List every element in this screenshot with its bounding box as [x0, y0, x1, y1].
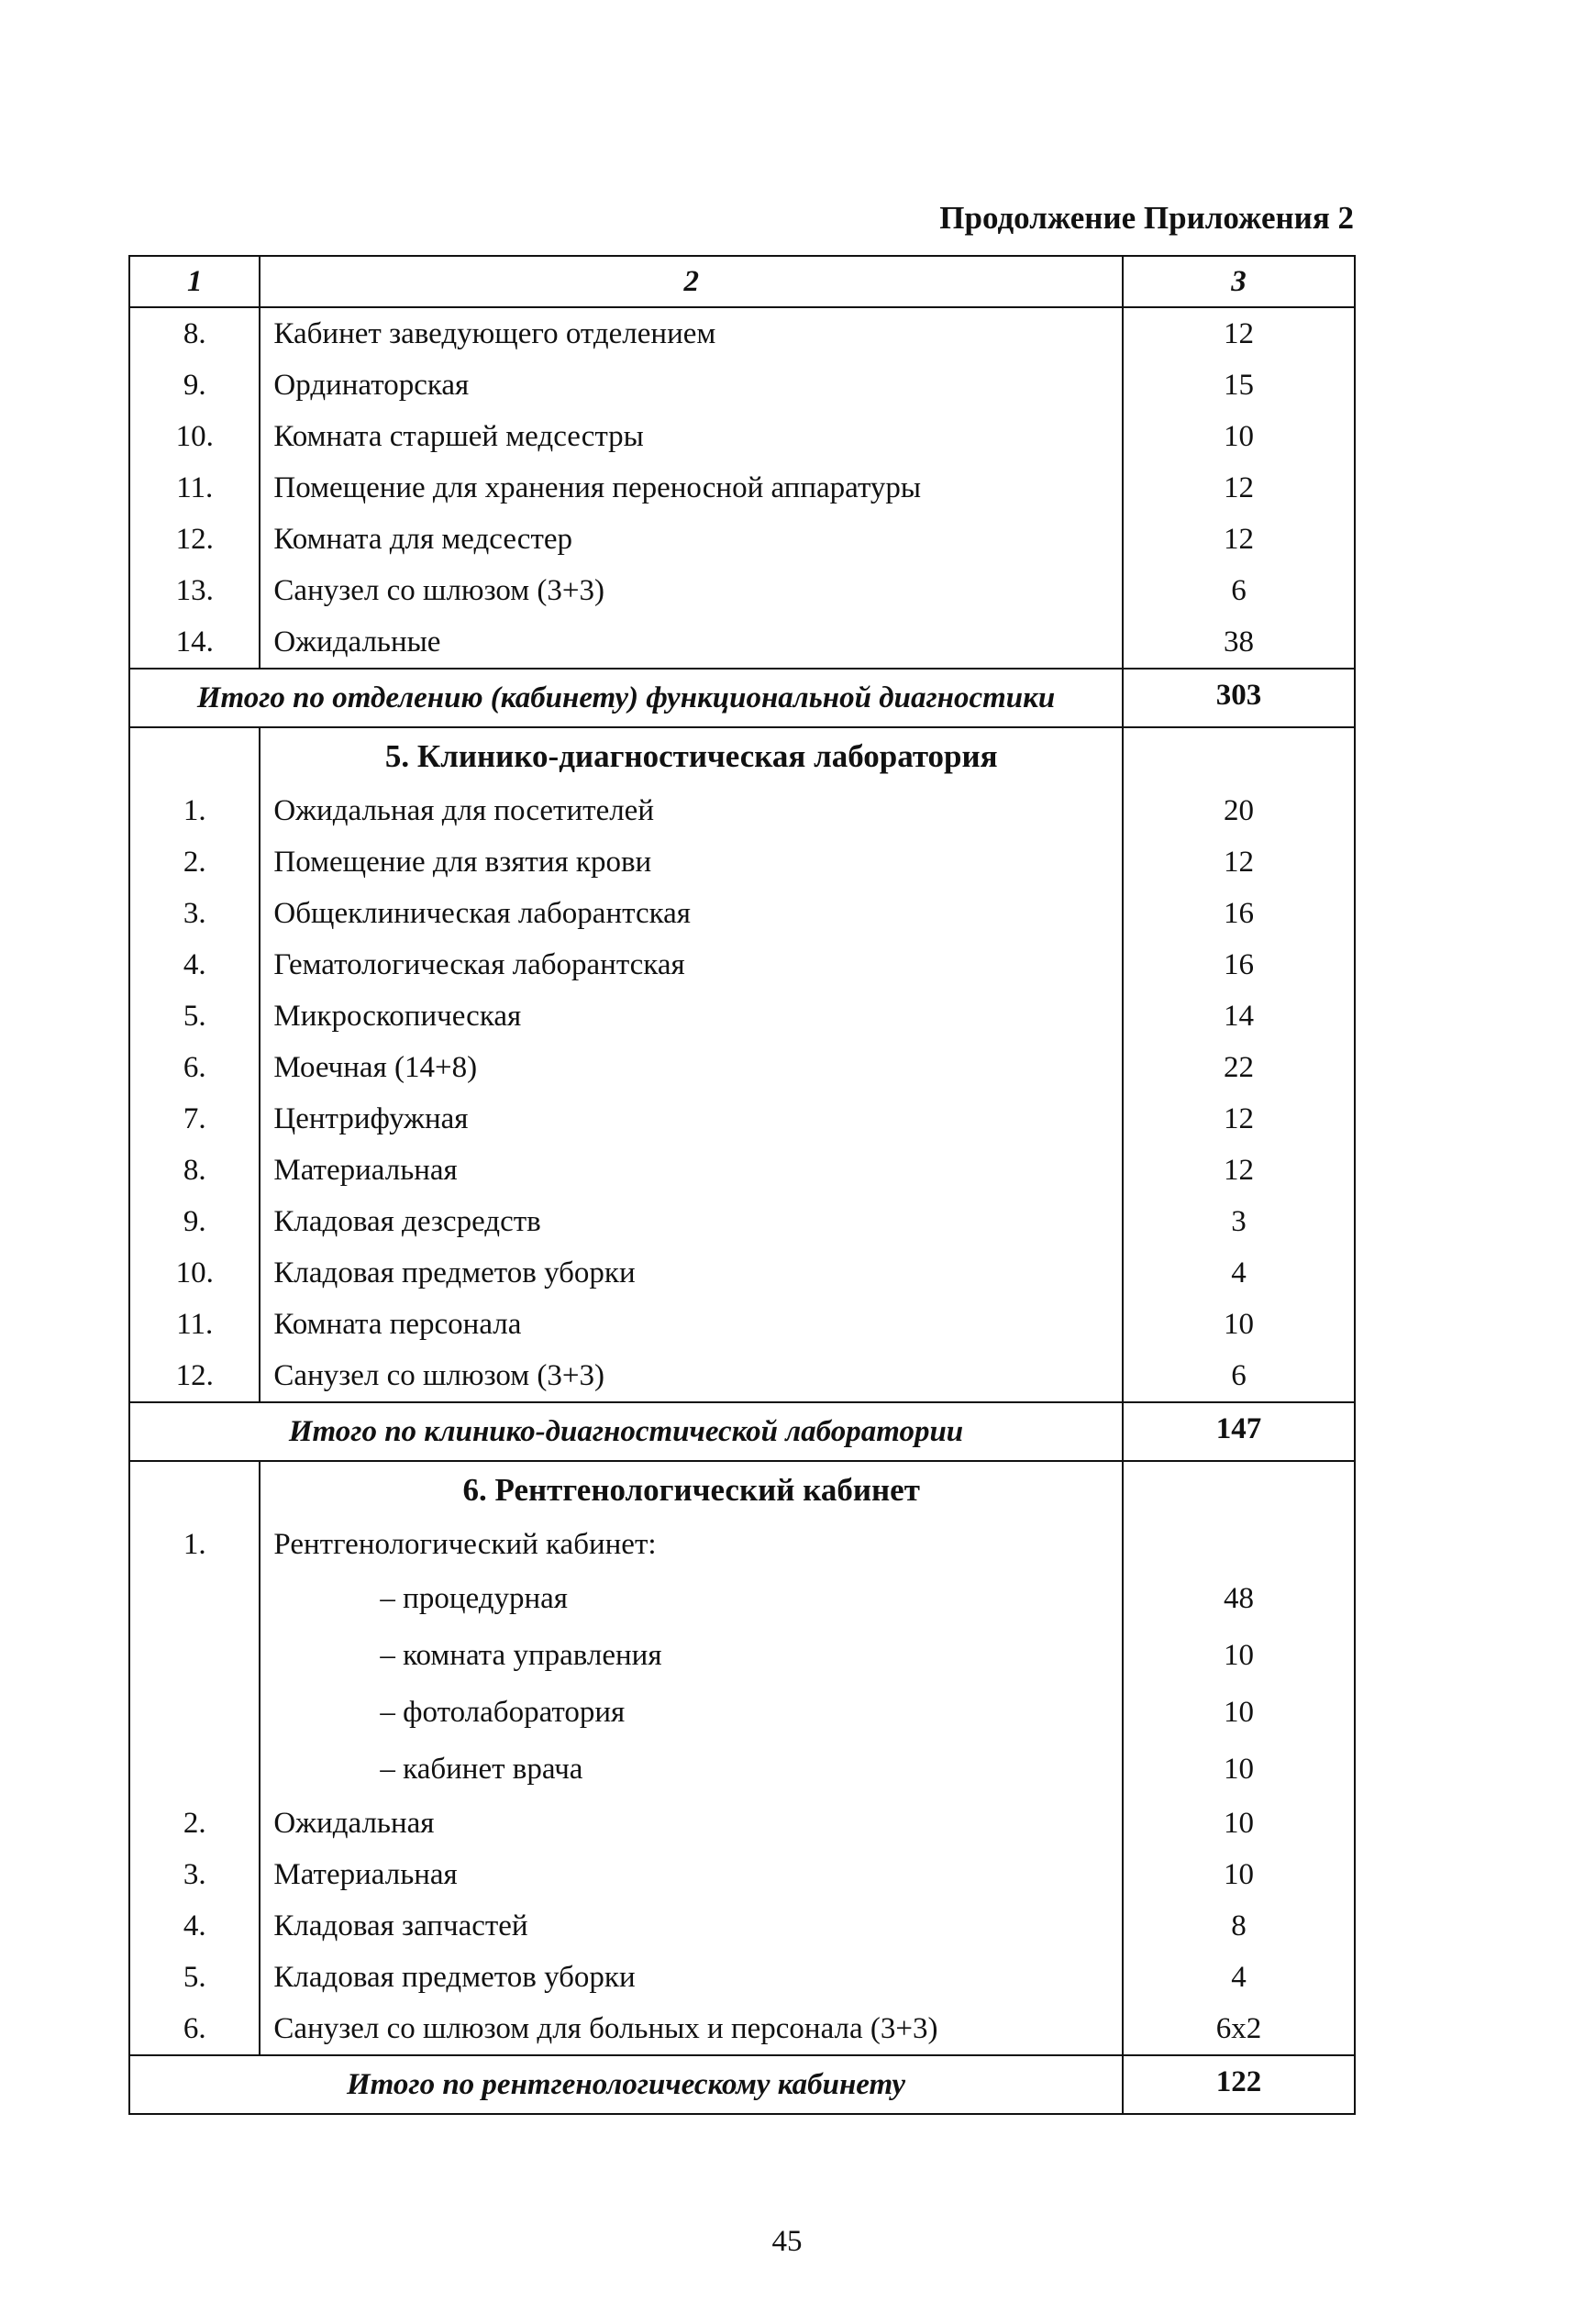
room-name: Кладовая запчастей	[273, 1909, 528, 1942]
continuation-note: Продолжение Приложения 2	[939, 200, 1354, 236]
room-name: Ожидальные	[273, 625, 441, 658]
room-name: Материальная	[273, 1154, 458, 1187]
area-value: 6	[1123, 1350, 1355, 1402]
row-number	[129, 1627, 260, 1684]
row-number: 6.	[129, 2003, 260, 2055]
row-number: 4.	[129, 939, 260, 990]
area-value: 10	[1123, 1684, 1355, 1741]
area-value: 10	[1123, 1741, 1355, 1798]
row-number: 8.	[129, 307, 260, 360]
area-value: 16	[1123, 888, 1355, 939]
room-name: Ожидальная для посетителей	[273, 794, 654, 827]
row-number: 13.	[129, 565, 260, 616]
total-row-laboratory	[129, 1402, 1355, 1461]
area-value: 8	[1123, 1900, 1355, 1952]
area-value: 12	[1123, 836, 1355, 888]
table-row	[129, 1196, 1355, 1247]
row-number: 9.	[129, 360, 260, 411]
area-value: 4	[1123, 1247, 1355, 1299]
room-name: Санузел со шлюзом (3+3)	[273, 574, 605, 607]
row-number	[129, 1741, 260, 1798]
room-name: Кладовая предметов уборки	[273, 1961, 636, 1994]
table-row	[129, 360, 1355, 411]
room-name: Микроскопическая	[273, 1000, 522, 1033]
row-number: 1.	[129, 1519, 260, 1570]
rooms-table	[128, 255, 1356, 2115]
row-number: 5.	[129, 1952, 260, 2003]
row-number: 12.	[129, 514, 260, 565]
row-number: 11.	[129, 462, 260, 514]
area-value: 12	[1123, 462, 1355, 514]
area-value: 12	[1123, 514, 1355, 565]
row-number: 2.	[129, 1798, 260, 1849]
area-value: 3	[1123, 1196, 1355, 1247]
area-value: 10	[1123, 1798, 1355, 1849]
block-xray	[129, 1519, 1355, 2055]
row-number: 11.	[129, 1299, 260, 1350]
row-number	[129, 1570, 260, 1627]
room-name: Помещение для хранения переносной аппаратуры	[273, 471, 922, 504]
header-col-3: 3	[1123, 256, 1355, 307]
area-value: 22	[1123, 1042, 1355, 1093]
area-value: 10	[1123, 1299, 1355, 1350]
table-row	[129, 1684, 1355, 1741]
section-title: 6. Рентгенологический кабинет	[462, 1472, 920, 1508]
table-row	[129, 1247, 1355, 1299]
row-number: 1.	[129, 785, 260, 836]
section-title-row-xray	[129, 1461, 1355, 1519]
row-number: 10.	[129, 411, 260, 462]
area-value: 16	[1123, 939, 1355, 990]
total-value: 122	[1123, 2055, 1355, 2114]
table-row	[129, 1299, 1355, 1350]
table-row	[129, 785, 1355, 836]
room-name: Кладовая предметов уборки	[273, 1256, 636, 1289]
block-laboratory	[129, 785, 1355, 1402]
table-row	[129, 939, 1355, 990]
area-value: 38	[1123, 616, 1355, 669]
header-col-2: 2	[260, 256, 1123, 307]
area-value: 10	[1123, 1627, 1355, 1684]
table-row	[129, 307, 1355, 360]
row-number: 10.	[129, 1247, 260, 1299]
total-value: 303	[1123, 669, 1355, 727]
area-value: 10	[1123, 1849, 1355, 1900]
area-value: 12	[1123, 307, 1355, 360]
table-row	[129, 462, 1355, 514]
total-label: Итого по отделению (кабинету) функциональной диагностики	[129, 669, 1123, 727]
table-row	[129, 1900, 1355, 1952]
row-number: 5.	[129, 990, 260, 1042]
area-value: 20	[1123, 785, 1355, 836]
room-name: Санузел со шлюзом для больных и персонала (3+3)	[273, 2012, 938, 2045]
area-value: 48	[1123, 1570, 1355, 1627]
table-row	[129, 1042, 1355, 1093]
table-row	[129, 565, 1355, 616]
table-row	[129, 888, 1355, 939]
room-name: – фотолаборатория	[380, 1696, 626, 1729]
room-name: Кабинет заведующего отделением	[273, 317, 716, 350]
page-number: 45	[771, 2225, 803, 2258]
row-number: 2.	[129, 836, 260, 888]
area-value: 12	[1123, 1093, 1355, 1145]
table-row	[129, 1741, 1355, 1798]
room-name: Комната для медсестер	[273, 523, 573, 556]
table-row	[129, 1627, 1355, 1684]
row-number: 14.	[129, 616, 260, 669]
total-label: Итого по рентгенологическому кабинету	[129, 2055, 1123, 2114]
total-value: 147	[1123, 1402, 1355, 1461]
room-name: Комната персонала	[273, 1308, 522, 1341]
room-name: Гематологическая лаборантская	[273, 948, 685, 981]
area-value	[1123, 1519, 1355, 1570]
room-name: – комната управления	[380, 1639, 662, 1672]
block-functional-diagnostics	[129, 307, 1355, 669]
room-name: Санузел со шлюзом (3+3)	[273, 1359, 605, 1392]
room-name: Помещение для взятия крови	[273, 846, 652, 879]
table-row	[129, 990, 1355, 1042]
room-name: Центрифужная	[273, 1102, 469, 1135]
table-row	[129, 1570, 1355, 1627]
table-row	[129, 1093, 1355, 1145]
room-name: Ординаторская	[273, 369, 470, 402]
room-name: Общеклиническая лаборантская	[273, 897, 691, 930]
room-name: Комната старшей медсестры	[273, 420, 644, 453]
table-row	[129, 1798, 1355, 1849]
table-row	[129, 411, 1355, 462]
section-title: 5. Клинико-диагностическая лаборатория	[384, 738, 998, 774]
table-row	[129, 1849, 1355, 1900]
room-name: – кабинет врача	[380, 1753, 583, 1786]
row-number: 3.	[129, 888, 260, 939]
total-row-functional-diagnostics	[129, 669, 1355, 727]
table-row	[129, 1519, 1355, 1570]
room-name: Кладовая дезсредств	[273, 1205, 541, 1238]
total-label: Итого по клинико-диагностической лаборатории	[129, 1402, 1123, 1461]
total-row-xray	[129, 2055, 1355, 2114]
header-col-1: 1	[129, 256, 260, 307]
row-number: 12.	[129, 1350, 260, 1402]
table-row	[129, 616, 1355, 669]
room-name: Материальная	[273, 1858, 458, 1891]
row-number: 9.	[129, 1196, 260, 1247]
row-number	[129, 1684, 260, 1741]
area-value: 15	[1123, 360, 1355, 411]
area-value: 12	[1123, 1145, 1355, 1196]
room-name: – процедурная	[380, 1582, 568, 1615]
table-row	[129, 514, 1355, 565]
area-value: 14	[1123, 990, 1355, 1042]
table-row	[129, 836, 1355, 888]
row-number: 7.	[129, 1093, 260, 1145]
section-title-row-lab	[129, 727, 1355, 785]
table-row	[129, 2003, 1355, 2055]
table-row	[129, 1145, 1355, 1196]
table-header-row	[129, 256, 1355, 307]
area-value: 6х2	[1123, 2003, 1355, 2055]
room-name: Ожидальная	[273, 1807, 435, 1840]
table-row	[129, 1952, 1355, 2003]
room-name: Моечная (14+8)	[273, 1051, 478, 1084]
row-number: 4.	[129, 1900, 260, 1952]
table-row	[129, 1350, 1355, 1402]
area-value: 6	[1123, 565, 1355, 616]
area-value: 4	[1123, 1952, 1355, 2003]
row-number: 3.	[129, 1849, 260, 1900]
row-number: 6.	[129, 1042, 260, 1093]
row-number: 8.	[129, 1145, 260, 1196]
area-value: 10	[1123, 411, 1355, 462]
room-name: Рентгенологический кабинет:	[273, 1528, 657, 1561]
